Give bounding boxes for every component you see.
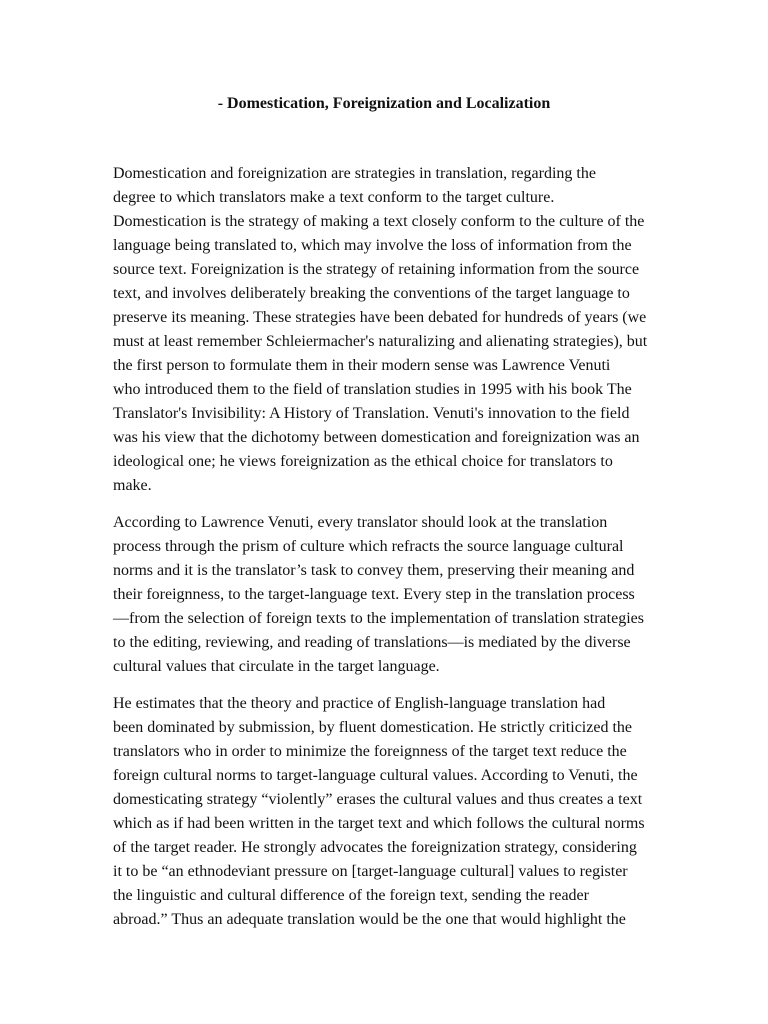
text-line: He estimates that the theory and practice of English-language translation had [113, 695, 606, 712]
text-line: cultural values that circulate in the target language. [113, 658, 440, 675]
text-line: been dominated by submission, by fluent domestication. He strictly criticized the [113, 719, 632, 736]
text-line: the first person to formulate them in their modern sense was Lawrence Venuti [113, 357, 611, 374]
text-line: foreign cultural norms to target-language cultural values. According to Venuti, the [113, 767, 638, 784]
text-line: source text. Foreignization is the strategy of retaining information from the source [113, 261, 640, 278]
document-body [90, 162, 672, 945]
text-line: degree to which translators make a text conform to the target culture. [113, 189, 555, 206]
text-line: ideological one; he views foreignization as the ethical choice for translators to [113, 453, 613, 470]
text-line: text, and involves deliberately breaking the conventions of the target language to [113, 285, 630, 302]
text-line: Domestication is the strategy of making a text closely conform to the culture of the [113, 213, 645, 230]
text-line: abroad.” Thus an adequate translation would be the one that would highlight the [113, 911, 626, 928]
text-line: process through the prism of culture which refracts the source language cultural [113, 538, 624, 555]
paragraph-2 [90, 511, 672, 679]
document-title: - Domestication, Foreignization and Localization [217, 95, 551, 112]
text-line: who introduced them to the field of translation studies in 1995 with his book The [113, 381, 632, 398]
text-line: their foreignness, to the target-language text. Every step in the translation process [113, 586, 635, 603]
text-line: make. [113, 477, 152, 494]
text-line: was his view that the dichotomy between domestication and foreignization was an [113, 429, 640, 446]
text-line: of the target reader. He strongly advocates the foreignization strategy, considering [113, 839, 637, 856]
text-line: Translator's Invisibility: A History of Translation. Venuti's innovation to the field [113, 405, 630, 422]
text-line: domesticating strategy “violently” erases the cultural values and thus creates a text [113, 791, 643, 808]
text-line: Domestication and foreignization are strategies in translation, regarding the [113, 165, 596, 182]
text-line: to the editing, reviewing, and reading of translations—is mediated by the diverse [113, 634, 631, 651]
text-line: the linguistic and cultural difference of the foreign text, sending the reader [113, 887, 589, 904]
text-line: which as if had been written in the target text and which follows the cultural norms [113, 815, 645, 832]
paragraph-3 [90, 692, 672, 932]
text-line: preserve its meaning. These strategies have been debated for hundreds of years (we [113, 309, 647, 326]
text-line: translators who in order to minimize the foreignness of the target text reduce the [113, 743, 627, 760]
text-line: language being translated to, which may involve the loss of information from the [113, 237, 632, 254]
text-line: According to Lawrence Venuti, every translator should look at the translation [113, 514, 608, 531]
text-line: —from the selection of foreign texts to the implementation of translation strategies [113, 610, 644, 627]
paragraph-1 [90, 162, 672, 498]
text-line: must at least remember Schleiermacher's naturalizing and alienating strategies), but [113, 333, 648, 350]
text-line: norms and it is the translator’s task to convey them, preserving their meaning and [113, 562, 635, 579]
text-line: it to be “an ethnodeviant pressure on [target-language cultural] values to register [113, 863, 628, 880]
